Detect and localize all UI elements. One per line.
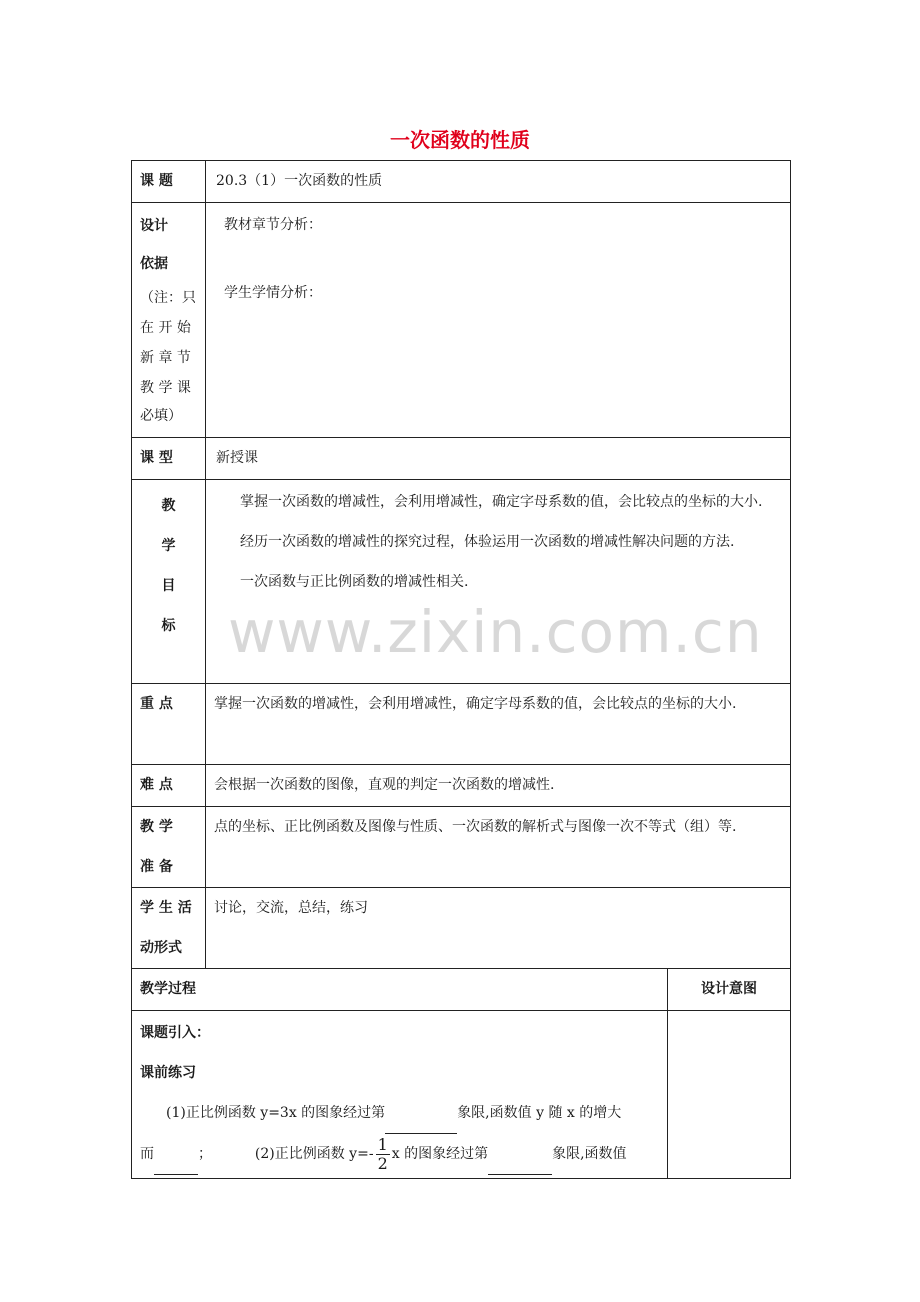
process-header-left: 教学过程 xyxy=(132,969,668,1011)
topic-label: 课 题 xyxy=(132,161,206,203)
row-key-point xyxy=(132,684,791,765)
q1-blank-1[interactable] xyxy=(385,1093,457,1134)
basis-label-cell xyxy=(132,203,206,438)
question-1-line xyxy=(140,1093,663,1134)
row-preparation xyxy=(132,807,791,888)
prep-value: 点的坐标、正比例函数及图像与性质、一次函数的解析式与图像一次不等式（组）等. xyxy=(206,807,791,888)
basis-label-2: 依据 xyxy=(140,256,168,272)
basis-content xyxy=(206,203,791,438)
row-topic xyxy=(132,161,791,203)
watermark: www.zixin.com.cn xyxy=(228,598,763,666)
activity-value: 讨论，交流，总结，练习 xyxy=(206,888,791,969)
difficult-value: 会根据一次函数的图像，直观的判定一次函数的增减性. xyxy=(206,765,791,807)
key-label: 重 点 xyxy=(132,684,206,765)
row-difficult-point xyxy=(132,765,791,807)
prep-label-1: 教 学 xyxy=(140,819,173,835)
key-value: 掌握一次函数的增减性，会利用增减性，确定字母系数的值，会比较点的坐标的大小. xyxy=(206,684,791,765)
q2-text-a: (2)正比例函数 y=- xyxy=(254,1146,374,1162)
fraction-one-half xyxy=(376,1136,390,1173)
lesson-plan-table xyxy=(131,160,791,1179)
textbook-analysis-label: 教材章节分析： xyxy=(224,217,322,233)
activity-label-1: 学 生 活 xyxy=(140,900,192,916)
prep-label-cell xyxy=(132,807,206,888)
q1-text-a: (1)正比例函数 y=3x 的图象经过第 xyxy=(166,1105,386,1121)
fraction-denominator: 2 xyxy=(377,1153,388,1173)
basis-note-4: 必填） xyxy=(140,408,182,424)
row-process-body xyxy=(132,1011,791,1179)
basis-label-1: 设计 xyxy=(140,218,168,234)
q1-text-d: ； xyxy=(198,1146,212,1162)
goals-content xyxy=(206,480,791,684)
goal-paragraph-2: 经历一次函数的增减性的探究过程，体验运用一次函数的增减性解决问题的方法. xyxy=(240,534,735,550)
row-design-basis xyxy=(132,203,791,438)
basis-note-3: 教 学 课 xyxy=(140,380,191,396)
process-header-right: 设计意图 xyxy=(668,969,791,1011)
q2-blank-1[interactable] xyxy=(488,1134,552,1175)
activity-label-cell xyxy=(132,888,206,969)
goals-label-1: 学 xyxy=(161,538,176,554)
basis-note-0: （注：只 xyxy=(140,290,196,306)
process-content xyxy=(132,1011,668,1179)
type-value: 新授课 xyxy=(206,438,791,480)
question-2-line xyxy=(140,1134,663,1175)
row-goals xyxy=(132,480,791,684)
row-process-header xyxy=(132,969,791,1011)
goals-label-3: 标 xyxy=(161,618,176,634)
difficult-label: 难 点 xyxy=(132,765,206,807)
student-analysis-label: 学生学情分析： xyxy=(224,285,322,301)
goal-paragraph-3: 一次函数与正比例函数的增减性相关. xyxy=(240,574,469,590)
row-activity xyxy=(132,888,791,969)
fraction-numerator: 1 xyxy=(377,1134,388,1154)
goal-paragraph-1: 掌握一次函数的增减性，会利用增减性，确定字母系数的值，会比较点的坐标的大小. xyxy=(240,494,763,510)
q1-text-b: 象限,函数值 y 随 x 的增大 xyxy=(457,1105,622,1121)
practice-heading: 课前练习 xyxy=(140,1065,196,1081)
basis-note-2: 新 章 节 xyxy=(140,350,191,366)
q2-text-c: 象限,函数值 xyxy=(552,1146,627,1162)
prep-label-2: 准 备 xyxy=(140,859,173,875)
row-type xyxy=(132,438,791,480)
q1-blank-2[interactable] xyxy=(154,1134,198,1175)
q1-text-c: 而 xyxy=(140,1146,154,1162)
basis-note-1: 在 开 始 xyxy=(140,320,191,336)
goals-label-cell xyxy=(132,480,206,684)
activity-label-2: 动形式 xyxy=(140,940,182,956)
design-intent-cell xyxy=(668,1011,791,1179)
goals-label-2: 目 xyxy=(161,578,176,594)
document-title: 一次函数的性质 xyxy=(390,128,530,152)
type-label: 课 型 xyxy=(132,438,206,480)
topic-value: 20.3（1）一次函数的性质 xyxy=(206,161,791,203)
q2-text-b: x 的图象经过第 xyxy=(391,1146,489,1162)
intro-heading: 课题引入： xyxy=(140,1025,210,1041)
goals-label-0: 教 xyxy=(161,498,176,514)
